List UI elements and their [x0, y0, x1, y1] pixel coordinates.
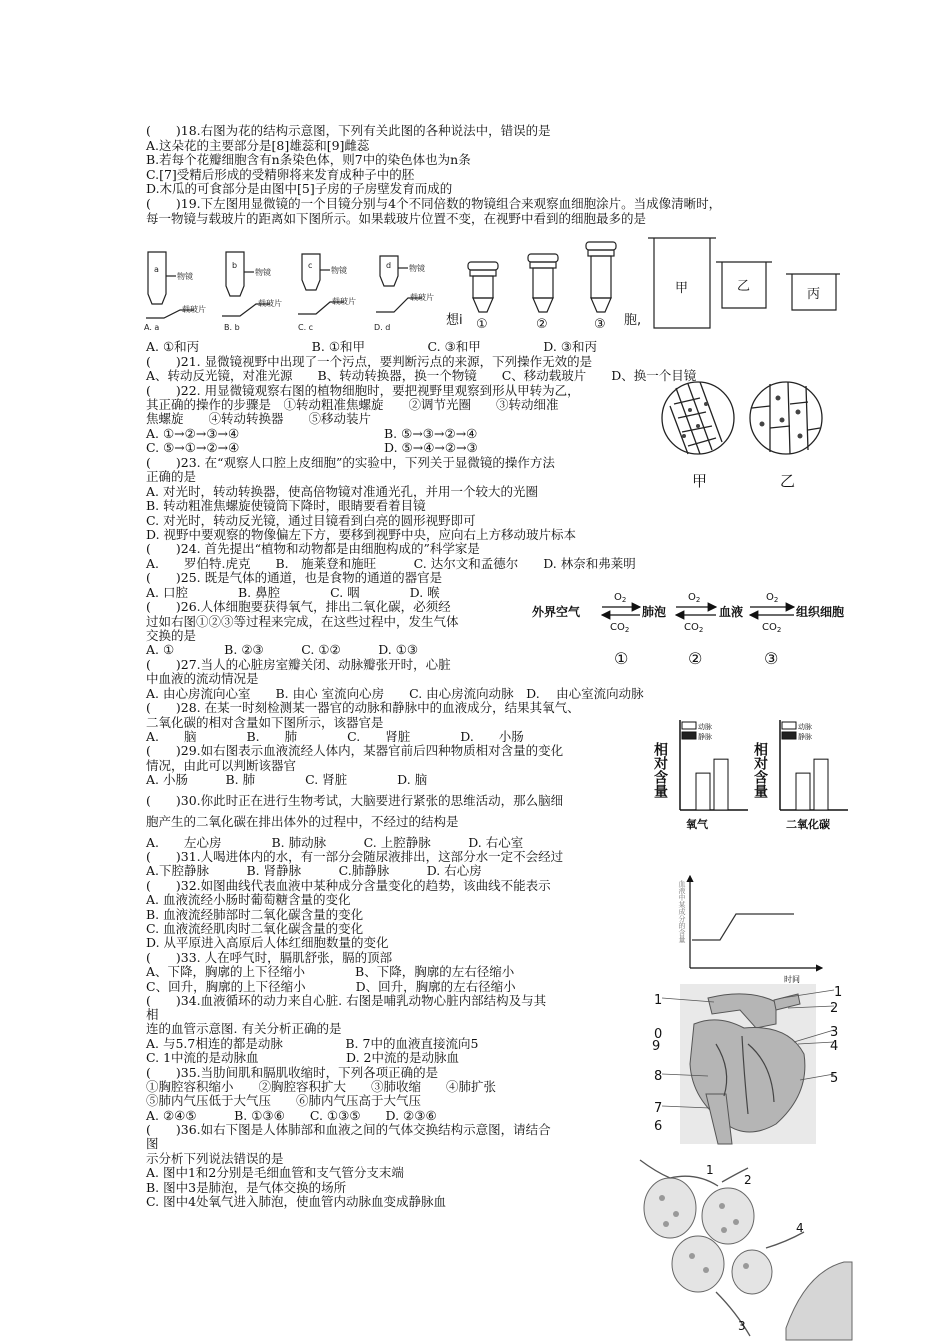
- question-24-options: A. 罗伯特.虎克 B. 施莱登和施旺 C. 达尔文和孟德尔 D. 林奈和弗莱明: [146, 556, 636, 571]
- heart-label: 5: [830, 1071, 839, 1086]
- option-32b: B. 血液流经肺部时二氧化碳含量的变化: [146, 907, 364, 922]
- objective-label: 物镜: [255, 268, 271, 277]
- step-number: ③: [764, 649, 779, 668]
- question-35: ( )35.当肋间肌和膈肌收缩时，下列各项正确的是: [146, 1065, 439, 1080]
- eyepiece-1: [468, 262, 498, 312]
- tube-label: 甲: [675, 281, 689, 296]
- question-27-cont: 中血液的流动情况是: [146, 671, 259, 686]
- heart-label: 0: [654, 1027, 663, 1042]
- heart-label: 1: [654, 993, 663, 1008]
- heart-label: 1: [834, 985, 843, 1000]
- question-23: ( )23. 在“观察人口腔上皮细胞”的实验中，下列关于显微镜的操作方法: [146, 455, 555, 470]
- bar-chart-oxygen: [652, 720, 748, 831]
- heart-label: 7: [654, 1101, 663, 1116]
- legend-swatch-vein: [782, 732, 796, 739]
- node-blood: 血液: [719, 605, 744, 619]
- figure-label: 甲: [692, 472, 708, 490]
- chart-xlabel: 二氧化碳: [786, 818, 830, 831]
- objective-letter: d: [386, 261, 392, 270]
- legend-label: 静脉: [698, 733, 712, 741]
- slide-label: 载玻片: [182, 305, 206, 314]
- question-21-options: A、转动反光镜，对准光源 B、转动转换器，换一个物镜 C、移动载玻片 D、换一个目镜: [146, 368, 697, 383]
- option-32c: C. 血液流经肌肉时二氧化碳含量的变化: [146, 921, 364, 936]
- option-18c: C.[7]受精后形成的受精卵将来发育成种子中的胚: [146, 167, 415, 182]
- legend-swatch-vein: [682, 732, 696, 739]
- legend-label: 静脉: [798, 733, 812, 741]
- objective-letter: a: [154, 265, 159, 274]
- chart-xlabel: 氧气: [686, 818, 708, 831]
- option-18b: B.若每个花瓣细胞含有n条染色体，则7中的染色体也为n条: [146, 152, 471, 167]
- svg-text:O2: [688, 592, 700, 604]
- curve-xlabel: 时间: [784, 975, 800, 984]
- o2-label: O: [766, 592, 774, 603]
- question-26-options: A. ① B. ②③ C. ①② D. ①③: [146, 642, 419, 657]
- option-23a: A. 对光时，转动转换器，使高倍物镜对准通光孔，并用一个较大的光圈: [146, 484, 538, 499]
- objective-label: 物镜: [409, 264, 425, 273]
- co2-label: CO: [610, 622, 625, 633]
- option-18a: A.这朵花的主要部分是[8]雄蕊和[9]雌蕊: [146, 138, 370, 153]
- svg-text:O2: [614, 592, 626, 604]
- option-32a: A. 血液流经小肠时葡萄糖含量的变化: [146, 892, 351, 907]
- option-22d: D. ⑤→④→②→③: [384, 440, 478, 455]
- tube-label: 乙: [737, 279, 751, 294]
- node-alveoli: 肺泡: [642, 605, 667, 619]
- option-34cd: C. 1中流的是动脉血 D. 2中流的是动脉血: [146, 1050, 459, 1065]
- stray-text: 胞,: [624, 313, 642, 328]
- heart-label: 9: [652, 1039, 661, 1054]
- node-tissue: 组织细胞: [796, 605, 845, 619]
- objective-label: 物镜: [177, 272, 193, 281]
- bar-vein: [814, 759, 828, 810]
- question-26-cont: 过如右图①②③等过程来完成，在这些过程中，发生气体: [146, 614, 459, 629]
- curve-figure: [676, 872, 826, 984]
- slide-label: 载玻片: [258, 299, 282, 308]
- heart-figure: [648, 984, 848, 1146]
- stray-text: 想i: [446, 313, 463, 328]
- slide-label: 载玻片: [332, 297, 356, 306]
- objective-caption: B. b: [224, 323, 240, 332]
- objective-label: 物镜: [331, 266, 347, 275]
- lung-label: 1: [706, 1163, 714, 1177]
- option-36a: A. 图中1和2分别是毛细血管和支气管分支末端: [146, 1165, 404, 1180]
- legend-swatch-artery: [682, 722, 696, 729]
- question-26-cont2: 交换的是: [146, 628, 197, 643]
- svg-text:CO2: [610, 622, 629, 634]
- question-36-cont: 图: [146, 1136, 159, 1151]
- legend-label: 动脉: [798, 723, 812, 731]
- question-19-cont: 每一物镜与载玻片的距离如下图所示。如果载玻片位置不变，在视野中看到的细胞最多的是: [146, 211, 647, 226]
- option-23c: C. 对光时，转动反光镜，通过目镜看到白亮的圆形视野即可: [146, 513, 476, 528]
- option-22c: C. ⑤→①→②→④: [146, 440, 240, 455]
- question-27-options: A. 由心房流向心室 B. 由心 室流向心房 C. 由心房流向动脉 D. 由心室流向动脉: [146, 686, 644, 701]
- bar-artery: [796, 773, 810, 810]
- lung-label: 2: [744, 1173, 752, 1187]
- svg-text:CO2: [762, 622, 781, 634]
- heart-label: 4: [830, 1039, 839, 1054]
- microscope-figure: [140, 232, 840, 340]
- question-30: ( )30.你此时正在进行生物考试，大脑要进行紧张的思维活动，那么脑细: [146, 793, 564, 808]
- question-36: ( )36.如右下图是人体肺部和血液之间的气体交换结构示意图，请结合: [146, 1122, 551, 1137]
- bar-charts-figure: [652, 712, 852, 834]
- question-34-cont: 相: [146, 1007, 159, 1022]
- heart-label: 3: [830, 1025, 839, 1040]
- question-29-options: A. 小肠 B. 肺 C. 肾脏 D. 脑: [146, 772, 428, 787]
- co2-label: CO: [762, 622, 777, 633]
- svg-text:O2: [766, 592, 778, 604]
- lung-label: 3: [738, 1319, 746, 1333]
- slide-label: 载玻片: [410, 293, 434, 302]
- chart-ylabel: 相对含量: [752, 742, 768, 798]
- bar-vein: [714, 759, 728, 810]
- view-circle-yi: [750, 382, 822, 454]
- eyepiece-3: [586, 242, 616, 312]
- question-23-cont: 正确的是: [146, 469, 197, 484]
- question-30-cont: 胞产生的二氧化碳在排出体外的过程中，不经过的结构是: [146, 814, 459, 829]
- objective-caption: C. c: [298, 323, 314, 332]
- chart-ylabel: 相对含量: [652, 742, 668, 798]
- objective-caption: A. a: [144, 323, 160, 332]
- step-number: ①: [614, 649, 629, 668]
- question-24: ( )24. 首先提出“植物和动物都是由细胞构成的”科学家是: [146, 541, 480, 556]
- option-34ab: A. 与5.7相连的都是动脉 B. 7中的血液直接流向5: [146, 1036, 479, 1051]
- subscript: 2: [624, 626, 630, 634]
- question-35-cont2: ⑤肺内气压低于大气压 ⑥肺内气压高于大气压: [146, 1093, 422, 1108]
- question-30-options: A. 左心房 B. 肺动脉 C. 上腔静脉 D. 右心室: [146, 835, 524, 850]
- option-22a: A. ①→②→③→④: [146, 426, 240, 441]
- lung-label: 4: [796, 1221, 804, 1235]
- question-29: ( )29.如右图表示血液流经人体内，某器官前后四种物质相对含量的变化: [146, 743, 564, 758]
- eyepiece-2: [528, 254, 558, 312]
- option-36b: B. 图中3是肺泡，是气体交换的场所: [146, 1180, 347, 1195]
- question-34: ( )34.血液循环的动力来自心脏. 右图是哺乳动物心脏内部结构及与其: [146, 993, 547, 1008]
- plant-cells-figure: [660, 376, 840, 496]
- eyepiece-number: ②: [536, 317, 548, 332]
- heart-label: 2: [830, 1001, 839, 1016]
- heart-label: 8: [654, 1069, 663, 1084]
- o2-label: O: [688, 592, 696, 603]
- question-33: ( )33. 人在呼气时，膈肌舒张，膈的顶部: [146, 950, 393, 965]
- tube-label: 丙: [807, 287, 821, 302]
- curve-ylabel: 血液中某成分的含量: [678, 880, 686, 943]
- question-19: ( )19.下左图用显微镜的一个目镜分别与4个不同倍数的物镜组合来观察血细胞涂片。当成像清晰时，: [146, 196, 722, 211]
- node-air: 外界空气: [532, 605, 581, 619]
- gas-exchange-figure: [532, 588, 852, 670]
- objective-letter: c: [308, 261, 313, 270]
- question-35-options: A. ②④⑤ B. ①③⑥ C. ①③⑤ D. ②③⑥: [146, 1108, 437, 1123]
- option-22b: B. ⑤→③→②→④: [384, 426, 478, 441]
- bar-artery: [696, 773, 710, 810]
- subscript: 2: [698, 626, 704, 634]
- question-22-cont: 其正确的操作的步骤是 ①转动粗准焦螺旋 ②调节光圈 ③转动细准: [146, 397, 559, 412]
- question-25-options: A. 口腔 B. 鼻腔 C. 咽 D. 喉: [146, 585, 440, 600]
- subscript: 2: [773, 596, 779, 604]
- figure-label: 乙: [780, 472, 796, 490]
- option-23b: B. 转动粗准焦螺旋使镜筒下降时，眼睛要看着目镜: [146, 498, 426, 513]
- question-36-cont2: 示分析下列说法错误的是: [146, 1151, 284, 1166]
- question-22-cont2: 焦螺旋 ④转动转换器 ⑤移动装片: [146, 411, 372, 426]
- question-28-options: A. 脑 B. 肺 C. 肾脏 D. 小肠: [146, 729, 524, 744]
- capillary-section: [786, 1262, 852, 1340]
- question-21: ( )21. 显微镜视野中出现了一个污点，要判断污点的来源，下列操作无效的是: [146, 354, 593, 369]
- co2-label: CO: [684, 622, 699, 633]
- svg-text:CO2: [684, 622, 703, 634]
- option-36c: C. 图中4处氧气进入肺泡，使血管内动脉血变成静脉血: [146, 1194, 447, 1209]
- question-26: ( )26.人体细胞要获得氧气，排出二氧化碳，必须经: [146, 599, 451, 614]
- heart-label: 6: [654, 1119, 663, 1134]
- lung-alveoli-figure: [626, 1152, 856, 1342]
- option-33ab: A、下降，胸廓的上下径缩小 B、下降，胸廓的左右径缩小: [146, 964, 515, 979]
- question-32: ( )32.如图曲线代表血液中某种成分含量变化的趋势，该曲线不能表示: [146, 878, 551, 893]
- eyepiece-number: ①: [476, 317, 488, 332]
- subscript: 2: [776, 626, 782, 634]
- question-29-cont: 情况，由此可以判断该器官: [146, 758, 297, 773]
- question-18: ( )18.右图为花的结构示意图，下列有关此图的各种说法中，错误的是: [146, 123, 551, 138]
- question-27: ( )27.当人的心脏房室瓣关闭、动脉瓣张开时，心脏: [146, 657, 451, 672]
- objective-caption: D. d: [374, 323, 391, 332]
- bar-chart-co2: [752, 720, 848, 831]
- subscript: 2: [621, 596, 627, 604]
- question-22: ( )22. 用显微镜观察右图的植物细胞时，要把视野里观察到形从甲转为乙，: [146, 383, 580, 398]
- o2-label: O: [614, 592, 622, 603]
- question-35-cont: ①胸腔容积缩小 ②胸腔容积扩大 ③肺收缩 ④肺扩张: [146, 1079, 497, 1094]
- question-20-options: A. ①和丙 B. ①和甲 C. ③和甲 D. ③和丙: [146, 339, 598, 354]
- question-25: ( )25. 既是气体的通道，也是食物的通道的器官是: [146, 570, 443, 585]
- question-34-cont2: 连的血管示意图. 有关分析正确的是: [146, 1021, 342, 1036]
- trend-curve: [692, 914, 794, 940]
- step-number: ②: [688, 649, 703, 668]
- question-31: ( )31.人喝进体内的水，有一部分会随尿液排出，这部分水一定不会经过: [146, 849, 564, 864]
- legend-label: 动脉: [698, 723, 712, 731]
- option-32d: D. 从平原进入高原后人体红细胞数量的变化: [146, 935, 389, 950]
- option-18d: D.木瓜的可食部分是由图中[5]子房的子房壁发育而成的: [146, 181, 453, 196]
- objective-letter: b: [232, 261, 238, 270]
- option-33cd: C、回升，胸廓的上下径缩小 D、回升，胸廓的左右径缩小: [146, 979, 516, 994]
- legend-swatch-artery: [782, 722, 796, 729]
- question-28-cont: 二氧化碳的相对含量如下图所示，该器官是: [146, 715, 384, 730]
- eyepiece-number: ③: [594, 317, 606, 332]
- option-23d: D. 视野中要观察的物像偏左下方，要移到视野中央，应向右上方移动玻片标本: [146, 527, 577, 542]
- question-31-options: A.下腔静脉 B. 肾静脉 C.肺静脉 D. 右心房: [146, 863, 482, 878]
- question-28: ( )28. 在某一时刻检测某一器官的动脉和静脉中的血液成分，结果其氧气、: [146, 700, 580, 715]
- subscript: 2: [695, 596, 701, 604]
